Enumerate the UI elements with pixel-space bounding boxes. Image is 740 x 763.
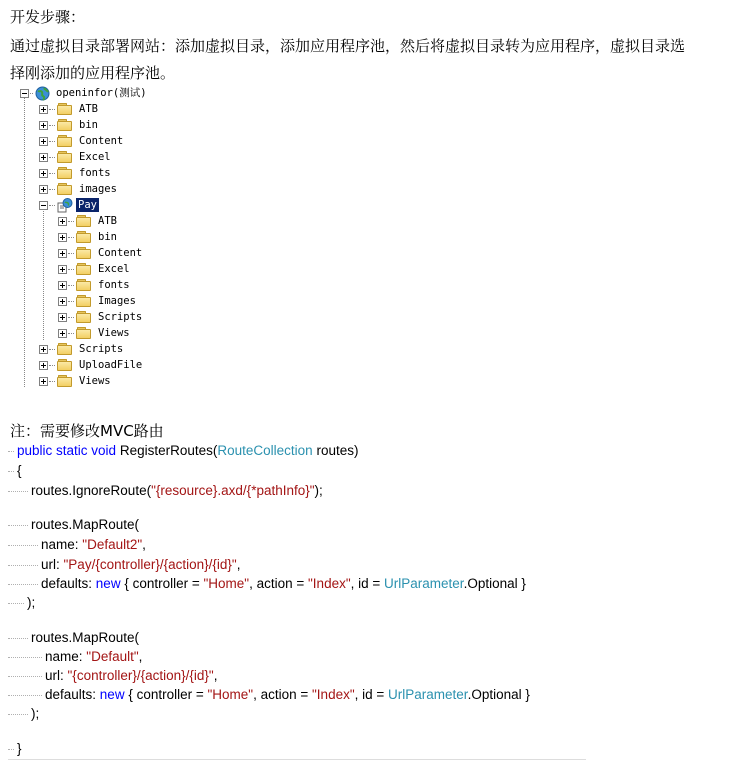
code-bottom-rule	[8, 759, 586, 760]
folder-icon	[76, 231, 92, 243]
code-line-map2-name: name: "Default",	[8, 649, 142, 664]
expand-icon[interactable]	[58, 217, 67, 226]
code-line-close-brace: }	[8, 741, 22, 756]
iis-tree-view	[0, 84, 300, 394]
code-line-map2-call: routes.MapRoute(	[8, 630, 139, 645]
intro-line-1: 通过虚拟目录部署网站：添加虚拟目录，添加应用程序池，然后将虚拟目录转为应用程序，虚拟目录选	[10, 37, 686, 55]
folder-icon	[76, 215, 92, 227]
folder-icon	[57, 167, 73, 179]
tree-label: Images	[98, 295, 136, 307]
folder-icon	[76, 311, 92, 323]
globe-icon	[35, 86, 50, 101]
expand-icon[interactable]	[58, 233, 67, 242]
code-line-ignore: routes.IgnoreRoute("{resource}.axd/{*pathInfo}");	[8, 483, 323, 498]
tree-label: ATB	[79, 103, 98, 115]
code-line-map1-defaults: defaults: new { controller = "Home", action = "Index", id = UrlParameter.Optional }	[8, 576, 526, 591]
tree-node-folder[interactable]	[39, 357, 144, 373]
tree-label: Pay	[78, 199, 97, 211]
tree-node-folder[interactable]	[39, 149, 113, 165]
tree-label: UploadFile	[79, 359, 143, 371]
folder-icon	[57, 343, 73, 355]
tree-label: fonts	[98, 279, 130, 291]
code-line-map1-close: );	[8, 595, 35, 610]
tree-node-folder[interactable]	[39, 165, 113, 181]
tree-node-folder[interactable]	[39, 373, 113, 389]
tree-label: Views	[98, 327, 130, 339]
tree-label: Content	[98, 247, 143, 259]
expand-icon[interactable]	[58, 297, 67, 306]
tree-guide-line	[24, 97, 25, 387]
folder-icon	[57, 151, 73, 163]
tree-label: Scripts	[79, 343, 124, 355]
tree-node-folder[interactable]	[39, 341, 125, 357]
folder-icon	[57, 119, 73, 131]
tree-label: Views	[79, 375, 111, 387]
expand-icon[interactable]	[39, 153, 48, 162]
collapse-icon[interactable]	[20, 89, 29, 98]
tree-label: openinfor(测试)	[56, 87, 147, 99]
folder-icon	[76, 263, 92, 275]
folder-icon	[76, 327, 92, 339]
expand-icon[interactable]	[58, 329, 67, 338]
tree-node-folder[interactable]	[39, 181, 119, 197]
tree-node-folder[interactable]	[58, 325, 132, 341]
tree-node-folder[interactable]	[58, 213, 119, 229]
intro-line-2: 择刚添加的应用程序池。	[10, 64, 176, 82]
folder-icon	[57, 135, 73, 147]
code-line-map2-defaults: defaults: new { controller = "Home", action = "Index", id = UrlParameter.Optional }	[8, 687, 530, 702]
tree-label: images	[79, 183, 117, 195]
expand-icon[interactable]	[39, 121, 48, 130]
tree-node-folder[interactable]	[58, 309, 144, 325]
tree-guide-line	[43, 209, 44, 340]
code-line-map2-url: url: "{controller}/{action}/{id}",	[8, 668, 217, 683]
tree-node-folder[interactable]	[58, 261, 132, 277]
expand-icon[interactable]	[39, 185, 48, 194]
expand-icon[interactable]	[58, 265, 67, 274]
folder-icon	[57, 375, 73, 387]
tree-label: fonts	[79, 167, 111, 179]
tree-label: Content	[79, 135, 124, 147]
tree-label: ATB	[98, 215, 117, 227]
heading: 开发步骤：	[10, 8, 86, 26]
app-globe-icon	[57, 198, 73, 213]
tree-node-root[interactable]	[20, 85, 149, 101]
collapse-icon[interactable]	[39, 201, 48, 210]
tree-label: Scripts	[98, 311, 143, 323]
folder-icon	[57, 103, 73, 115]
code-line-map1-call: routes.MapRoute(	[8, 517, 139, 532]
tree-node-folder[interactable]	[39, 101, 100, 117]
folder-icon	[57, 183, 73, 195]
expand-icon[interactable]	[39, 137, 48, 146]
code-line-map1-name: name: "Default2",	[8, 537, 146, 552]
expand-icon[interactable]	[58, 249, 67, 258]
tree-label: Excel	[79, 151, 111, 163]
expand-icon[interactable]	[39, 361, 48, 370]
tree-node-folder[interactable]	[58, 293, 138, 309]
note-heading: 注：需要修改MVC路由	[10, 422, 164, 440]
tree-node-folder[interactable]	[58, 245, 144, 261]
expand-icon[interactable]	[58, 281, 67, 290]
expand-icon[interactable]	[39, 377, 48, 386]
tree-label: Excel	[98, 263, 130, 275]
expand-icon[interactable]	[39, 105, 48, 114]
tree-node-folder[interactable]	[58, 229, 119, 245]
expand-icon[interactable]	[39, 345, 48, 354]
tree-node-folder[interactable]	[39, 133, 125, 149]
folder-icon	[76, 279, 92, 291]
code-line-open-brace: {	[8, 463, 22, 478]
code-line-signature: public static void RegisterRoutes(RouteCollection routes)	[8, 443, 358, 458]
code-line-map1-url: url: "Pay/{controller}/{action}/{id}",	[8, 557, 241, 572]
expand-icon[interactable]	[58, 313, 67, 322]
tree-node-folder[interactable]	[58, 277, 132, 293]
code-line-map2-close: );	[8, 706, 39, 721]
tree-node-pay[interactable]	[39, 197, 99, 213]
tree-node-folder[interactable]	[39, 117, 100, 133]
folder-icon	[76, 247, 92, 259]
folder-icon	[57, 359, 73, 371]
tree-label: bin	[98, 231, 117, 243]
tree-label: bin	[79, 119, 98, 131]
expand-icon[interactable]	[39, 169, 48, 178]
folder-icon	[76, 295, 92, 307]
